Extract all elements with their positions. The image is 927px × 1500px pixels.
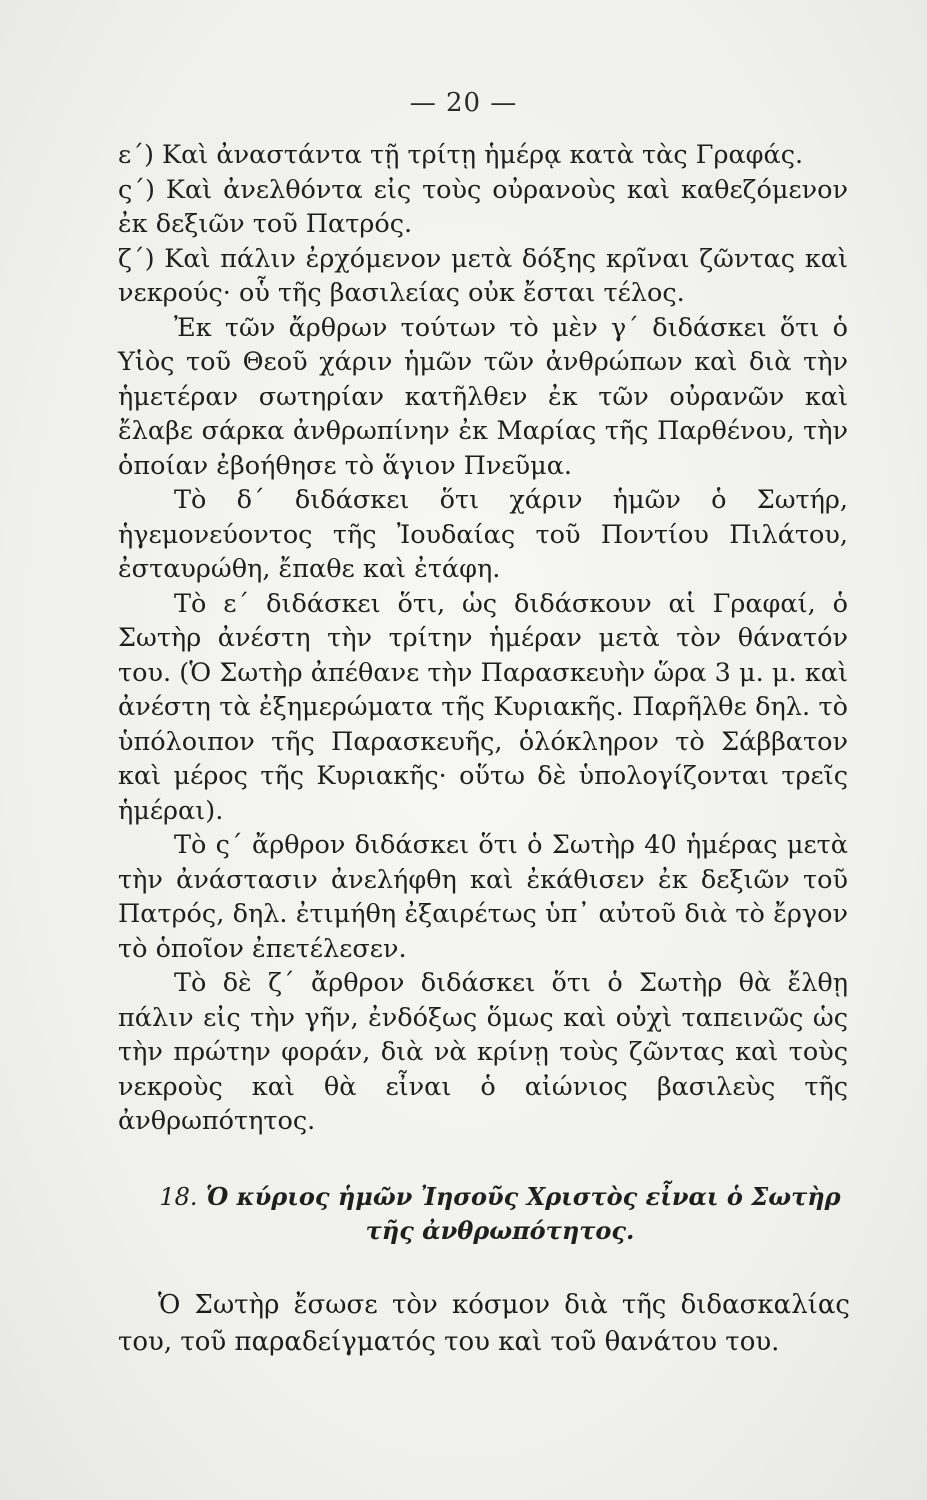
section-title: Ὁ κύριος ἡμῶν Ἰησοῦς Χριστὸς εἶναι ὁ Σωτὴρ τῆς ἀνθρωπότητος.	[205, 1182, 841, 1245]
body-text	[118, 138, 848, 1139]
paragraph-article-st: Τὸ ς΄ ἄρθρον διδάσκει ὅτι ὁ Σωτὴρ 40 ἡμέρας μετὰ τὴν ἀνάστασιν ἀνελήφθη καὶ ἐκάθισεν ἐκ δεξιῶν τοῦ Πατρός, δηλ. ἐτιμήθη ἐξαιρέτως ὑπ᾽ αὐτοῦ διὰ τὸ ἔργον τὸ ὁποῖον ἐπετέλεσεν.	[118, 830, 848, 964]
section-number: 18.	[159, 1183, 198, 1211]
paragraph-article-z: Τὸ δὲ ζ΄ ἄρθρον διδάσκει ὅτι ὁ Σωτὴρ θὰ ἔλθῃ πάλιν εἰς τὴν γῆν, ἐνδόξως ὅμως καὶ οὐχὶ ταπεινῶς ὡς τὴν πρώτην φοράν, διὰ νὰ κρίνῃ τοὺς ζῶντας καὶ τοὺς νεκροὺς καὶ θὰ εἶναι ὁ αἰώνιος βασιλεὺς τῆς ἀνθρωπότητος.	[118, 968, 848, 1136]
paragraph-article-e: Τὸ ε΄ διδάσκει ὅτι, ὡς διδάσκουν αἱ Γραφαί, ὁ Σωτὴρ ἀνέστη τὴν τρίτην ἡμέραν μετὰ τὸν θάνατόν του. (Ὁ Σωτὴρ ἀπέθανε τὴν Παρασκευὴν ὥρα 3 μ. μ. καὶ ἀνέστη τὰ ἐξημερώματα τῆς Κυριακῆς. Παρῆλθε δηλ. τὸ ὑπόλοιπον τῆς Παρασκευῆς, ὁλόκληρον τὸ Σάββατον καὶ μέρος τῆς Κυριακῆς· οὕτω δὲ ὑπολογίζονται τρεῖς ἡμέραι).	[118, 588, 848, 826]
section-heading	[150, 1180, 850, 1248]
closing-paragraph: Ὁ Σωτὴρ ἔσωσε τὸν κόσμον διὰ τῆς διδασκαλίας του, τοῦ παραδείγματός του καὶ τοῦ θανάτου του.	[118, 1290, 850, 1357]
article-e: ε΄) Καὶ ἀναστάντα τῇ τρίτῃ ἡμέρᾳ κατὰ τὰς Γραφάς.	[118, 140, 804, 170]
closing-text	[118, 1287, 850, 1361]
page-number: — 20 —	[409, 88, 518, 118]
article-st: ς΄) Καὶ ἀνελθόντα εἰς τοὺς οὐρανοὺς καὶ καθεζόμενον ἐκ δεξιῶν τοῦ Πατρός.	[118, 174, 848, 239]
paragraph-articles-intro: Ἐκ τῶν ἄρθρων τούτων τὸ μὲν γ΄ διδάσκει ὅτι ὁ Υἱὸς τοῦ Θεοῦ χάριν ἡμῶν τῶν ἀνθρώπων καὶ διὰ τὴν ἡμετέραν σωτηρίαν κατῆλθεν ἐκ τῶν οὐρανῶν καὶ ἔλαβε σάρκα ἀνθρωπίνην ἐκ Μαρίας τῆς Παρθένου, τὴν ὁποίαν ἐβοήθησε τὸ ἅγιον Πνεῦμα.	[118, 312, 848, 481]
article-z: ζ΄) Καὶ πάλιν ἐρχόμενον μετὰ δόξης κρῖναι ζῶντας καὶ νεκρούς· οὗ τῆς βασιλείας οὐκ ἔσται τέλος.	[118, 243, 848, 308]
paragraph-article-d: Τὸ δ΄ διδάσκει ὅτι χάριν ἡμῶν ὁ Σωτήρ, ἡγεμονεύοντος τῆς Ἰουδαίας τοῦ Ποντίου Πιλάτου, ἐσταυρώθη, ἔπαθε καὶ ἐτάφη.	[118, 485, 848, 584]
